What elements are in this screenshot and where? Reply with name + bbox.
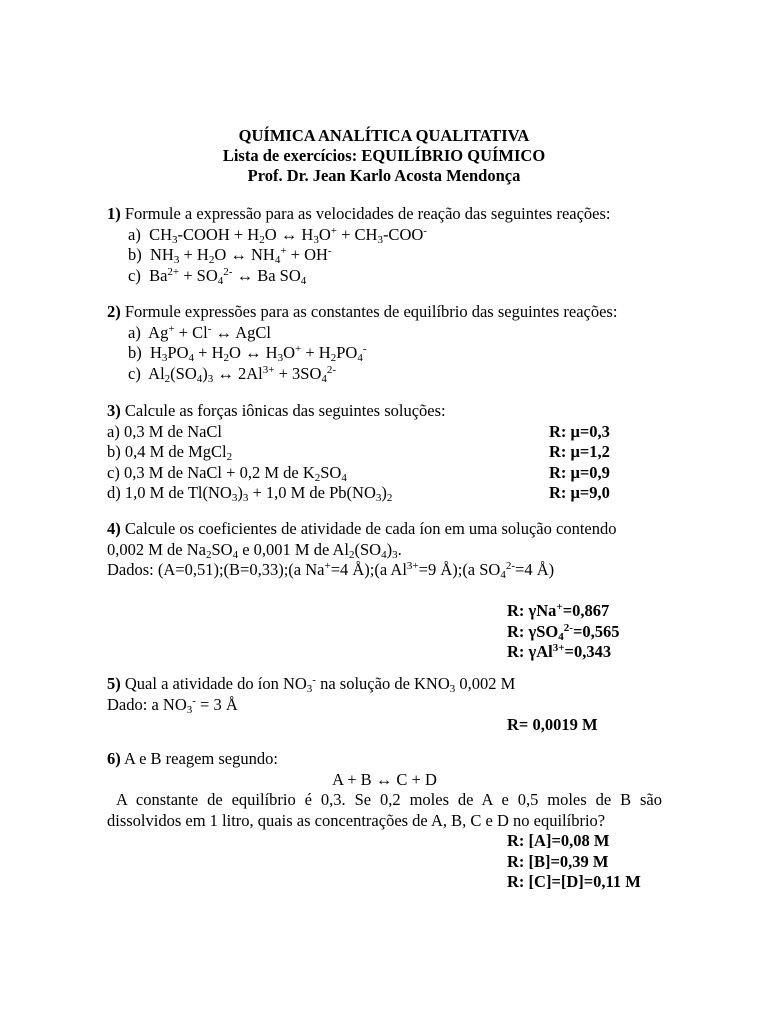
question-3-answer-a: R: μ=0,3 xyxy=(549,421,610,441)
question-6-text: A e B reagem segundo: xyxy=(123,749,278,768)
question-3-item-a xyxy=(107,422,662,443)
question-3 xyxy=(107,401,662,504)
question-4-number: 4) xyxy=(107,519,121,538)
question-5-statement: 5) Qual a atividade do íon $NO_3^-$ na solução de $KNO_3$ 0,002 M xyxy=(107,674,516,695)
question-5-data: Dado: a $NO_3^- = 3$ Å xyxy=(107,694,238,716)
question-6-answer-3: R: [C]=[D]=0,11 M xyxy=(507,872,641,891)
question-3-answer-d: R: μ=9,0 xyxy=(549,483,610,502)
question-3-number: 3) xyxy=(107,401,121,420)
question-5-answer-row xyxy=(107,715,662,736)
question-4-text: Calcule os coeficientes de atividade de cada íon em uma solução contendo xyxy=(124,519,617,538)
list-title: Lista de exercícios: EQUILÍBRIO QUÍMICO xyxy=(222,146,546,165)
question-4-data: Dados: (A=0,51);(B=0,33);(a Na+=4 Å);(a $Al^{3+}=9$ Å);(a $SO_4^{2-}=4$ Å) xyxy=(107,560,555,581)
question-2-statement xyxy=(107,302,662,323)
question-6-answer-2: R: [B]=0,39 M xyxy=(507,851,609,871)
question-2-item-c: c) $Al_2(SO_4)_3$ ↔ $2Al^{3+} + 3SO_4^{2-}$ xyxy=(128,363,337,385)
question-3-text: Calcule as forças iônicas das seguintes soluções: xyxy=(124,401,446,420)
question-1-statement xyxy=(107,204,662,225)
question-6-equation: A + B ↔ C + D xyxy=(332,769,437,789)
question-6-answer-2-row xyxy=(107,852,662,873)
question-3-answer-c: R: μ=0,9 xyxy=(549,462,610,482)
question-1-text: Formule a expressão para as velocidades de reação das seguintes reações: xyxy=(124,204,611,223)
question-1-number: 1) xyxy=(107,204,121,223)
question-6-answer-3-row xyxy=(107,872,662,893)
question-2-item-a: a) Ag+ + Cl- ↔ AgCl xyxy=(128,322,271,342)
question-5-answer: R= 0,0019 M xyxy=(507,715,598,734)
question-6-statement xyxy=(107,749,662,770)
question-5 xyxy=(107,674,662,736)
question-1-item-a: a) $CH_3$-COOH + $H_2O$ ↔ $H_3O^+ + CH_3-COO^-$ xyxy=(128,224,427,246)
question-2-text: Formule expressões para as constantes de equilíbrio das seguintes reações: xyxy=(124,302,618,321)
question-1 xyxy=(107,204,662,286)
question-3-item-d: d) 1,0 M de $Tl(NO_3)_3 + 1,0$ M de $Pb(NO_3)_2$ R: μ=9,0 xyxy=(107,483,610,504)
question-5-number: 5) xyxy=(107,674,121,693)
question-1-item-c: c) $Ba^{2+} + SO_4^{2-}$ ↔ Ba $SO_4$ xyxy=(128,265,307,287)
question-1-item-b: b) $NH_3 + H_2O$ ↔ $NH_4^+ + OH^-$ xyxy=(128,245,332,266)
question-3-item-a-text: a) 0,3 M de NaCl xyxy=(107,421,223,441)
question-4-answer-2: R: γSO$_4^{2-}$=0,565 xyxy=(507,621,620,643)
question-4-answer-1: R: γNa+=0,867 xyxy=(507,601,610,620)
question-4-text-2: 0,002 M de $Na_2SO_4$ e 0,001 M de $Al_2(SO_4)_3$. xyxy=(107,539,402,561)
course-title: QUÍMICA ANALÍTICA QUALITATIVA xyxy=(238,126,530,145)
question-2 xyxy=(107,302,662,384)
question-3-item-b: b) 0,4 M de MgCl$_2$ R: μ=1,2 xyxy=(107,442,610,463)
question-6-answer-1-row xyxy=(107,831,662,852)
question-4-statement xyxy=(107,519,662,540)
question-6-paragraph-1: A constante de equilíbrio é 0,3. Se 0,2 moles de A e 0,5 moles de B são xyxy=(115,790,663,809)
question-2-number: 2) xyxy=(107,302,121,321)
question-3-statement xyxy=(107,401,662,422)
question-6-answer-1: R: [A]=0,08 M xyxy=(507,831,610,850)
question-6 xyxy=(107,749,662,893)
question-6-number: 6) xyxy=(107,749,121,768)
question-3-item-c: c) 0,3 M de NaCl + 0,2 M de $K_2SO_4$ R: μ=0,9 xyxy=(107,462,610,484)
question-4 xyxy=(107,519,662,663)
professor-name: Prof. Dr. Jean Karlo Acosta Mendonça xyxy=(247,166,521,185)
question-4-answer-3: R: γAl$^{3+}$=0,343 xyxy=(507,642,612,661)
question-2-item-b: b) $H_3PO_4 + H_2O$ ↔ $H_3O^+ + H_2PO_4^-$ xyxy=(128,343,367,364)
document-header xyxy=(0,126,768,186)
question-3-answer-b: R: μ=1,2 xyxy=(549,442,610,461)
question-6-paragraph-2: dissolvidos em 1 litro, quais as concentrações de A, B, C e D no equilíbrio? xyxy=(107,810,606,830)
